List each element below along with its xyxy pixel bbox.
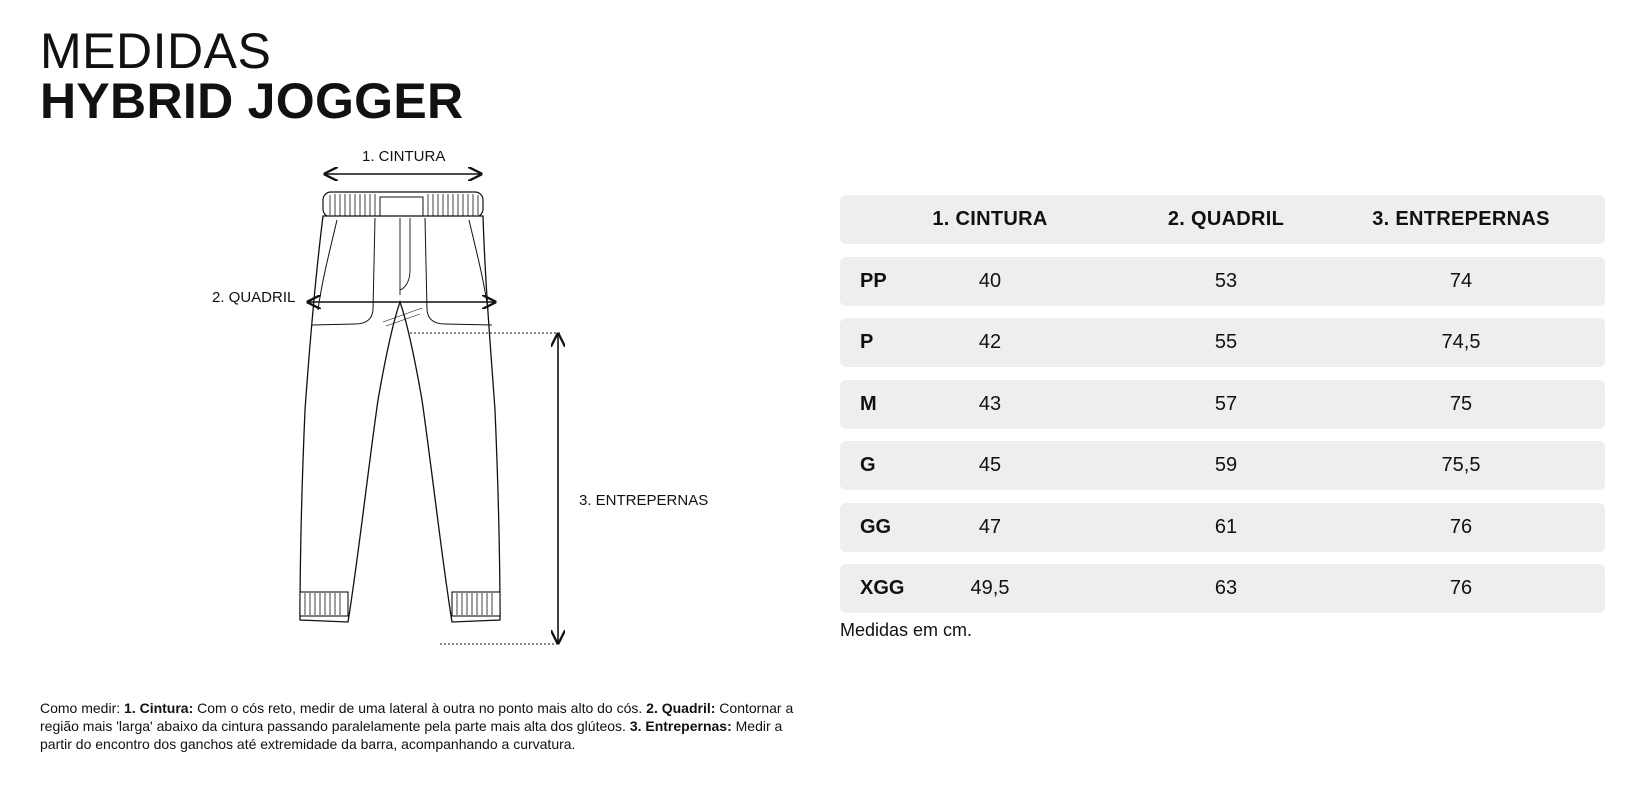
table-row xyxy=(840,503,1605,552)
how-to-measure-text xyxy=(40,699,815,753)
size-label: M xyxy=(860,392,877,415)
size-label: G xyxy=(860,454,876,476)
table-row xyxy=(840,380,1605,429)
quadril-value: 53 xyxy=(1214,269,1238,292)
howto-quadril-label: 2. Quadril: xyxy=(646,700,716,716)
table-row xyxy=(840,441,1605,490)
size-label: GG xyxy=(860,515,892,538)
cintura-value: 47 xyxy=(978,515,1002,538)
quadril-value: 57 xyxy=(1214,392,1238,415)
howto-cintura-text: Com o cós reto, medir de uma lateral à outra no ponto mais alto do cós. xyxy=(193,700,647,716)
size-label: PP xyxy=(860,269,887,292)
unit-note: Medidas em cm. xyxy=(840,620,973,640)
size-label: P xyxy=(860,331,874,353)
entrepernas-value: 76 xyxy=(1449,577,1473,599)
howto-intro: Como medir: xyxy=(40,700,125,716)
size-label: XGG xyxy=(860,577,905,599)
quadril-value: 61 xyxy=(1214,515,1238,538)
cintura-value: 43 xyxy=(978,392,1002,415)
entrepernas-value: 76 xyxy=(1449,515,1473,538)
entrepernas-label: 3. ENTREPERNAS xyxy=(579,492,709,509)
quadril-label: 2. QUADRIL xyxy=(212,289,296,306)
entrepernas-value: 74,5 xyxy=(1441,331,1481,353)
entrepernas-value: 74 xyxy=(1449,269,1473,292)
size-table xyxy=(840,195,1605,626)
howto-quadril-text: Contornar a região mais 'larga' abaixo da cintura passando paralelamente pela parte mais alta dos glúteos. xyxy=(40,700,794,734)
column-header-entrepernas: 3. ENTREPERNAS xyxy=(1372,208,1550,230)
table-row xyxy=(840,318,1605,367)
page-title-light: MEDIDAS xyxy=(40,23,272,79)
cintura-value: 45 xyxy=(978,454,1002,476)
cintura-label: 1. CINTURA xyxy=(362,148,446,165)
quadril-value: 59 xyxy=(1214,454,1238,476)
table-row xyxy=(840,564,1605,613)
jogger-pants-illustration xyxy=(200,140,720,660)
howto-cintura-label: 1. Cintura: xyxy=(124,700,194,716)
measurement-diagram xyxy=(200,140,720,660)
cintura-value: 40 xyxy=(978,269,1002,292)
cintura-value: 42 xyxy=(978,331,1002,353)
cintura-value: 49,5 xyxy=(970,577,1010,599)
quadril-value: 63 xyxy=(1214,577,1238,599)
entrepernas-value: 75 xyxy=(1449,392,1473,415)
howto-entrepernas-label: 3. Entrepernas: xyxy=(629,718,732,734)
table-header-row xyxy=(840,195,1605,244)
page-title-product: HYBRID JOGGER xyxy=(40,73,464,129)
quadril-value: 55 xyxy=(1214,331,1238,353)
howto-entrepernas-text: Medir a partir do encontro dos ganchos até extremidade da barra, acompanhando a curvatura. xyxy=(40,718,783,752)
column-header-cintura: 1. CINTURA xyxy=(932,208,1048,230)
entrepernas-value: 75,5 xyxy=(1441,454,1481,476)
table-row xyxy=(840,257,1605,306)
column-header-quadril: 2. QUADRIL xyxy=(1167,208,1285,230)
